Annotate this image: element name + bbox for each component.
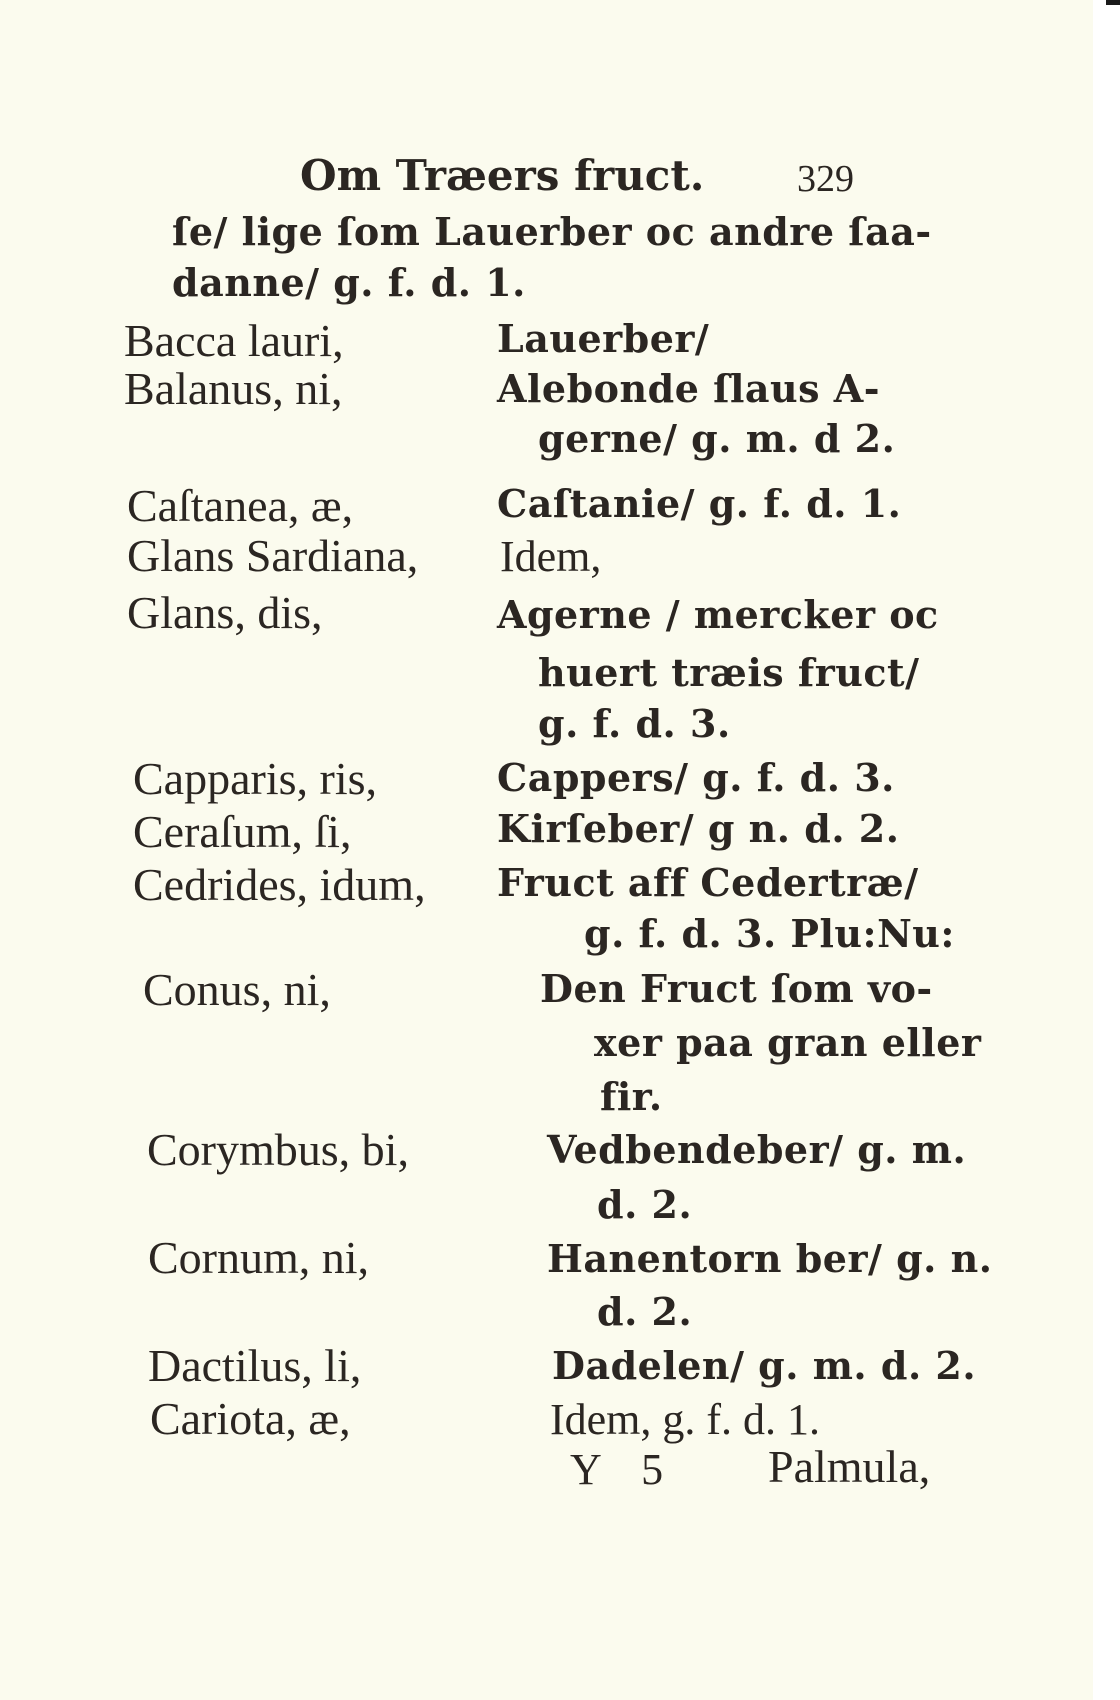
danish-gloss: Kirſeber/ g n. d. 2.	[497, 806, 900, 851]
latin-term: Conus, ni,	[143, 964, 331, 1015]
danish-gloss: huert træis fruct/	[538, 650, 920, 695]
danish-gloss: d. 2.	[597, 1182, 693, 1227]
danish-gloss: gerne/ g. m. d 2.	[538, 416, 896, 461]
danish-gloss: g. f. d. 3. Plu:Nu:	[584, 911, 955, 956]
intro-line-1: ſe/ lige ſom Lauerber oc andre ſaa-	[172, 209, 932, 254]
danish-gloss: d. 2.	[597, 1289, 693, 1334]
latin-term: Ceraſum, ſi,	[133, 806, 352, 857]
danish-gloss: xer paa gran eller	[594, 1020, 982, 1065]
danish-gloss: Dadelen/ g. m. d. 2.	[552, 1343, 977, 1388]
danish-gloss: Idem, g. f. d. 1.	[550, 1395, 821, 1444]
catchword: Palmula,	[768, 1441, 931, 1492]
danish-gloss: Caſtanie/ g. f. d. 1.	[497, 481, 902, 526]
danish-gloss: Alebonde ſlaus A-	[497, 366, 881, 411]
page-number: 329	[797, 158, 854, 200]
danish-gloss: Agerne / mercker oc	[497, 592, 939, 637]
danish-gloss: Hanentorn ber/ g. n.	[547, 1236, 993, 1281]
corner-mark	[1106, 0, 1120, 5]
page-edge	[1093, 0, 1120, 1700]
latin-term: Glans Sardiana,	[127, 530, 419, 581]
danish-gloss: Vedbendeber/ g. m.	[547, 1127, 967, 1172]
latin-term: Capparis, ris,	[133, 753, 378, 804]
intro-line-2: danne/ g. f. d. 1.	[172, 260, 526, 305]
danish-gloss: fir.	[600, 1074, 663, 1119]
latin-term: Cornum, ni,	[148, 1232, 370, 1283]
latin-term: Dactilus, li,	[148, 1340, 362, 1391]
danish-gloss: Cappers/ g. f. d. 3.	[497, 755, 895, 800]
danish-gloss: Idem,	[500, 532, 602, 581]
danish-gloss: Lauerber/	[497, 316, 710, 361]
danish-gloss: g. f. d. 3.	[538, 701, 731, 746]
latin-term: Corymbus, bi,	[147, 1124, 409, 1175]
latin-term: Cedrides, idum,	[133, 859, 426, 910]
latin-term: Cariota, æ,	[150, 1393, 351, 1444]
page-header-title: Om Træers fruct.	[300, 151, 705, 200]
latin-term: Bacca lauri,	[124, 315, 344, 366]
signature-mark: Y 5	[570, 1445, 664, 1494]
danish-gloss: Fruct aff Cedertræ/	[497, 860, 919, 905]
latin-term: Balanus, ni,	[124, 363, 343, 414]
latin-term: Glans, dis,	[127, 587, 323, 638]
latin-term: Caſtanea, æ,	[127, 480, 354, 531]
danish-gloss: Den Fruct ſom vo-	[540, 966, 933, 1011]
